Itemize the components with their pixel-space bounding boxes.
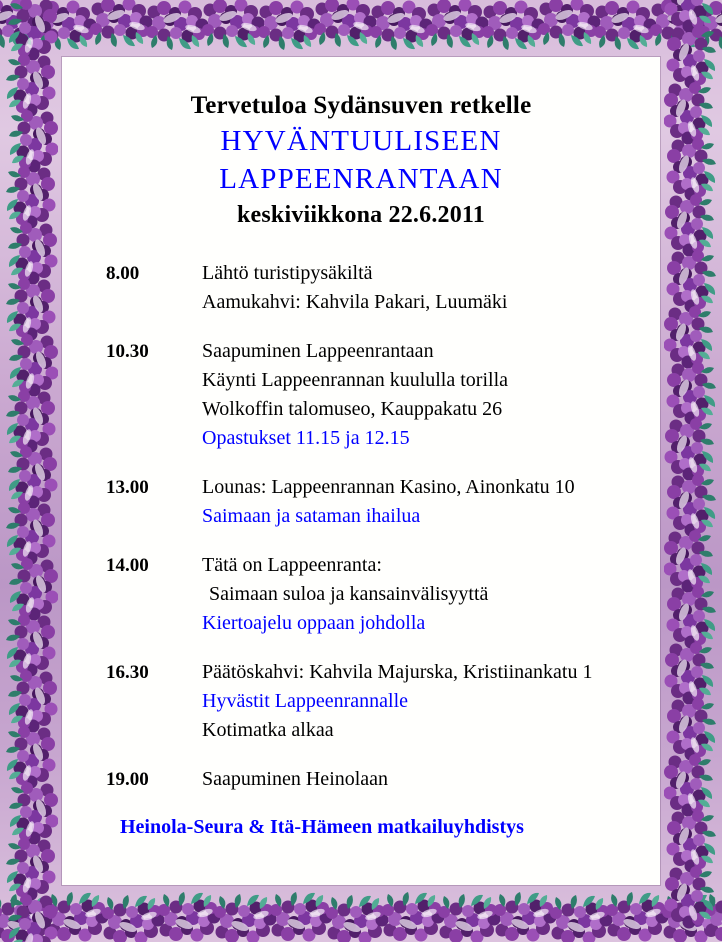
destination-title-line2: LAPPEENRANTAAN bbox=[219, 163, 503, 196]
welcome-title: Tervetuloa Sydänsuven retkelle bbox=[190, 92, 532, 119]
destination-title-line1: HYVÄNTUULISEEN bbox=[220, 125, 502, 157]
schedule-entry-time: 10.30 bbox=[106, 340, 149, 362]
schedule-entry-lines bbox=[202, 658, 634, 745]
schedule-entry-line: Käynti Lappeenrannan kuululla torilla bbox=[202, 368, 509, 391]
poster-page bbox=[62, 57, 660, 885]
schedule-entry-time: 19.00 bbox=[106, 768, 149, 790]
schedule-entry-line: Aamukahvi: Kahvila Pakari, Luumäki bbox=[202, 290, 508, 313]
schedule-entry bbox=[106, 473, 634, 531]
schedule-entry bbox=[106, 765, 634, 794]
schedule-entry-line: Lounas: Lappeenrannan Kasino, Ainonkatu 10 bbox=[202, 475, 575, 498]
schedule-list bbox=[106, 259, 634, 794]
schedule-entry-time: 13.00 bbox=[106, 476, 149, 498]
schedule-entry-lines bbox=[202, 473, 634, 531]
schedule-entry-line: Kotimatka alkaa bbox=[202, 718, 334, 741]
schedule-entry-line: Saimaan ja sataman ihailua bbox=[202, 504, 421, 527]
schedule-entry-line: Saapuminen Lappeenrantaan bbox=[202, 339, 434, 362]
schedule-entry bbox=[106, 551, 634, 638]
schedule-entry bbox=[106, 337, 634, 453]
schedule-entry-line: Tätä on Lappeenranta: bbox=[202, 553, 382, 576]
schedule-entry-lines bbox=[202, 551, 634, 638]
schedule-entry-line: Päätöskahvi: Kahvila Majurska, Kristiinankatu 1 bbox=[202, 660, 593, 683]
schedule-entry bbox=[106, 658, 634, 745]
schedule-entry-time: 16.30 bbox=[106, 661, 149, 683]
organizers-line: Heinola-Seura & Itä-Hämeen matkailuyhdistys bbox=[120, 815, 524, 838]
trip-date: keskiviikkona 22.6.2011 bbox=[236, 201, 485, 228]
schedule-entry bbox=[106, 259, 634, 317]
schedule-entry-line: Lähtö turistipysäkiltä bbox=[202, 261, 373, 284]
schedule-entry-time: 14.00 bbox=[106, 554, 149, 576]
schedule-entry-line: Wolkoffin talomuseo, Kauppakatu 26 bbox=[202, 397, 503, 420]
schedule-entry-line: Saapuminen Heinolaan bbox=[202, 767, 389, 790]
schedule-entry-lines bbox=[202, 337, 634, 453]
schedule-entry-lines bbox=[202, 259, 634, 317]
schedule-entry-line: Kiertoajelu oppaan johdolla bbox=[202, 611, 426, 634]
poster-heading bbox=[88, 91, 634, 229]
schedule-entry-lines bbox=[202, 765, 634, 794]
schedule-entry-time: 8.00 bbox=[106, 262, 140, 284]
schedule-entry-line: Hyvästit Lappeenrannalle bbox=[202, 689, 409, 712]
schedule-entry-line: Opastukset 11.15 ja 12.15 bbox=[202, 426, 410, 449]
schedule-entry-line: Saimaan suloa ja kansainvälisyyttä bbox=[209, 582, 489, 605]
